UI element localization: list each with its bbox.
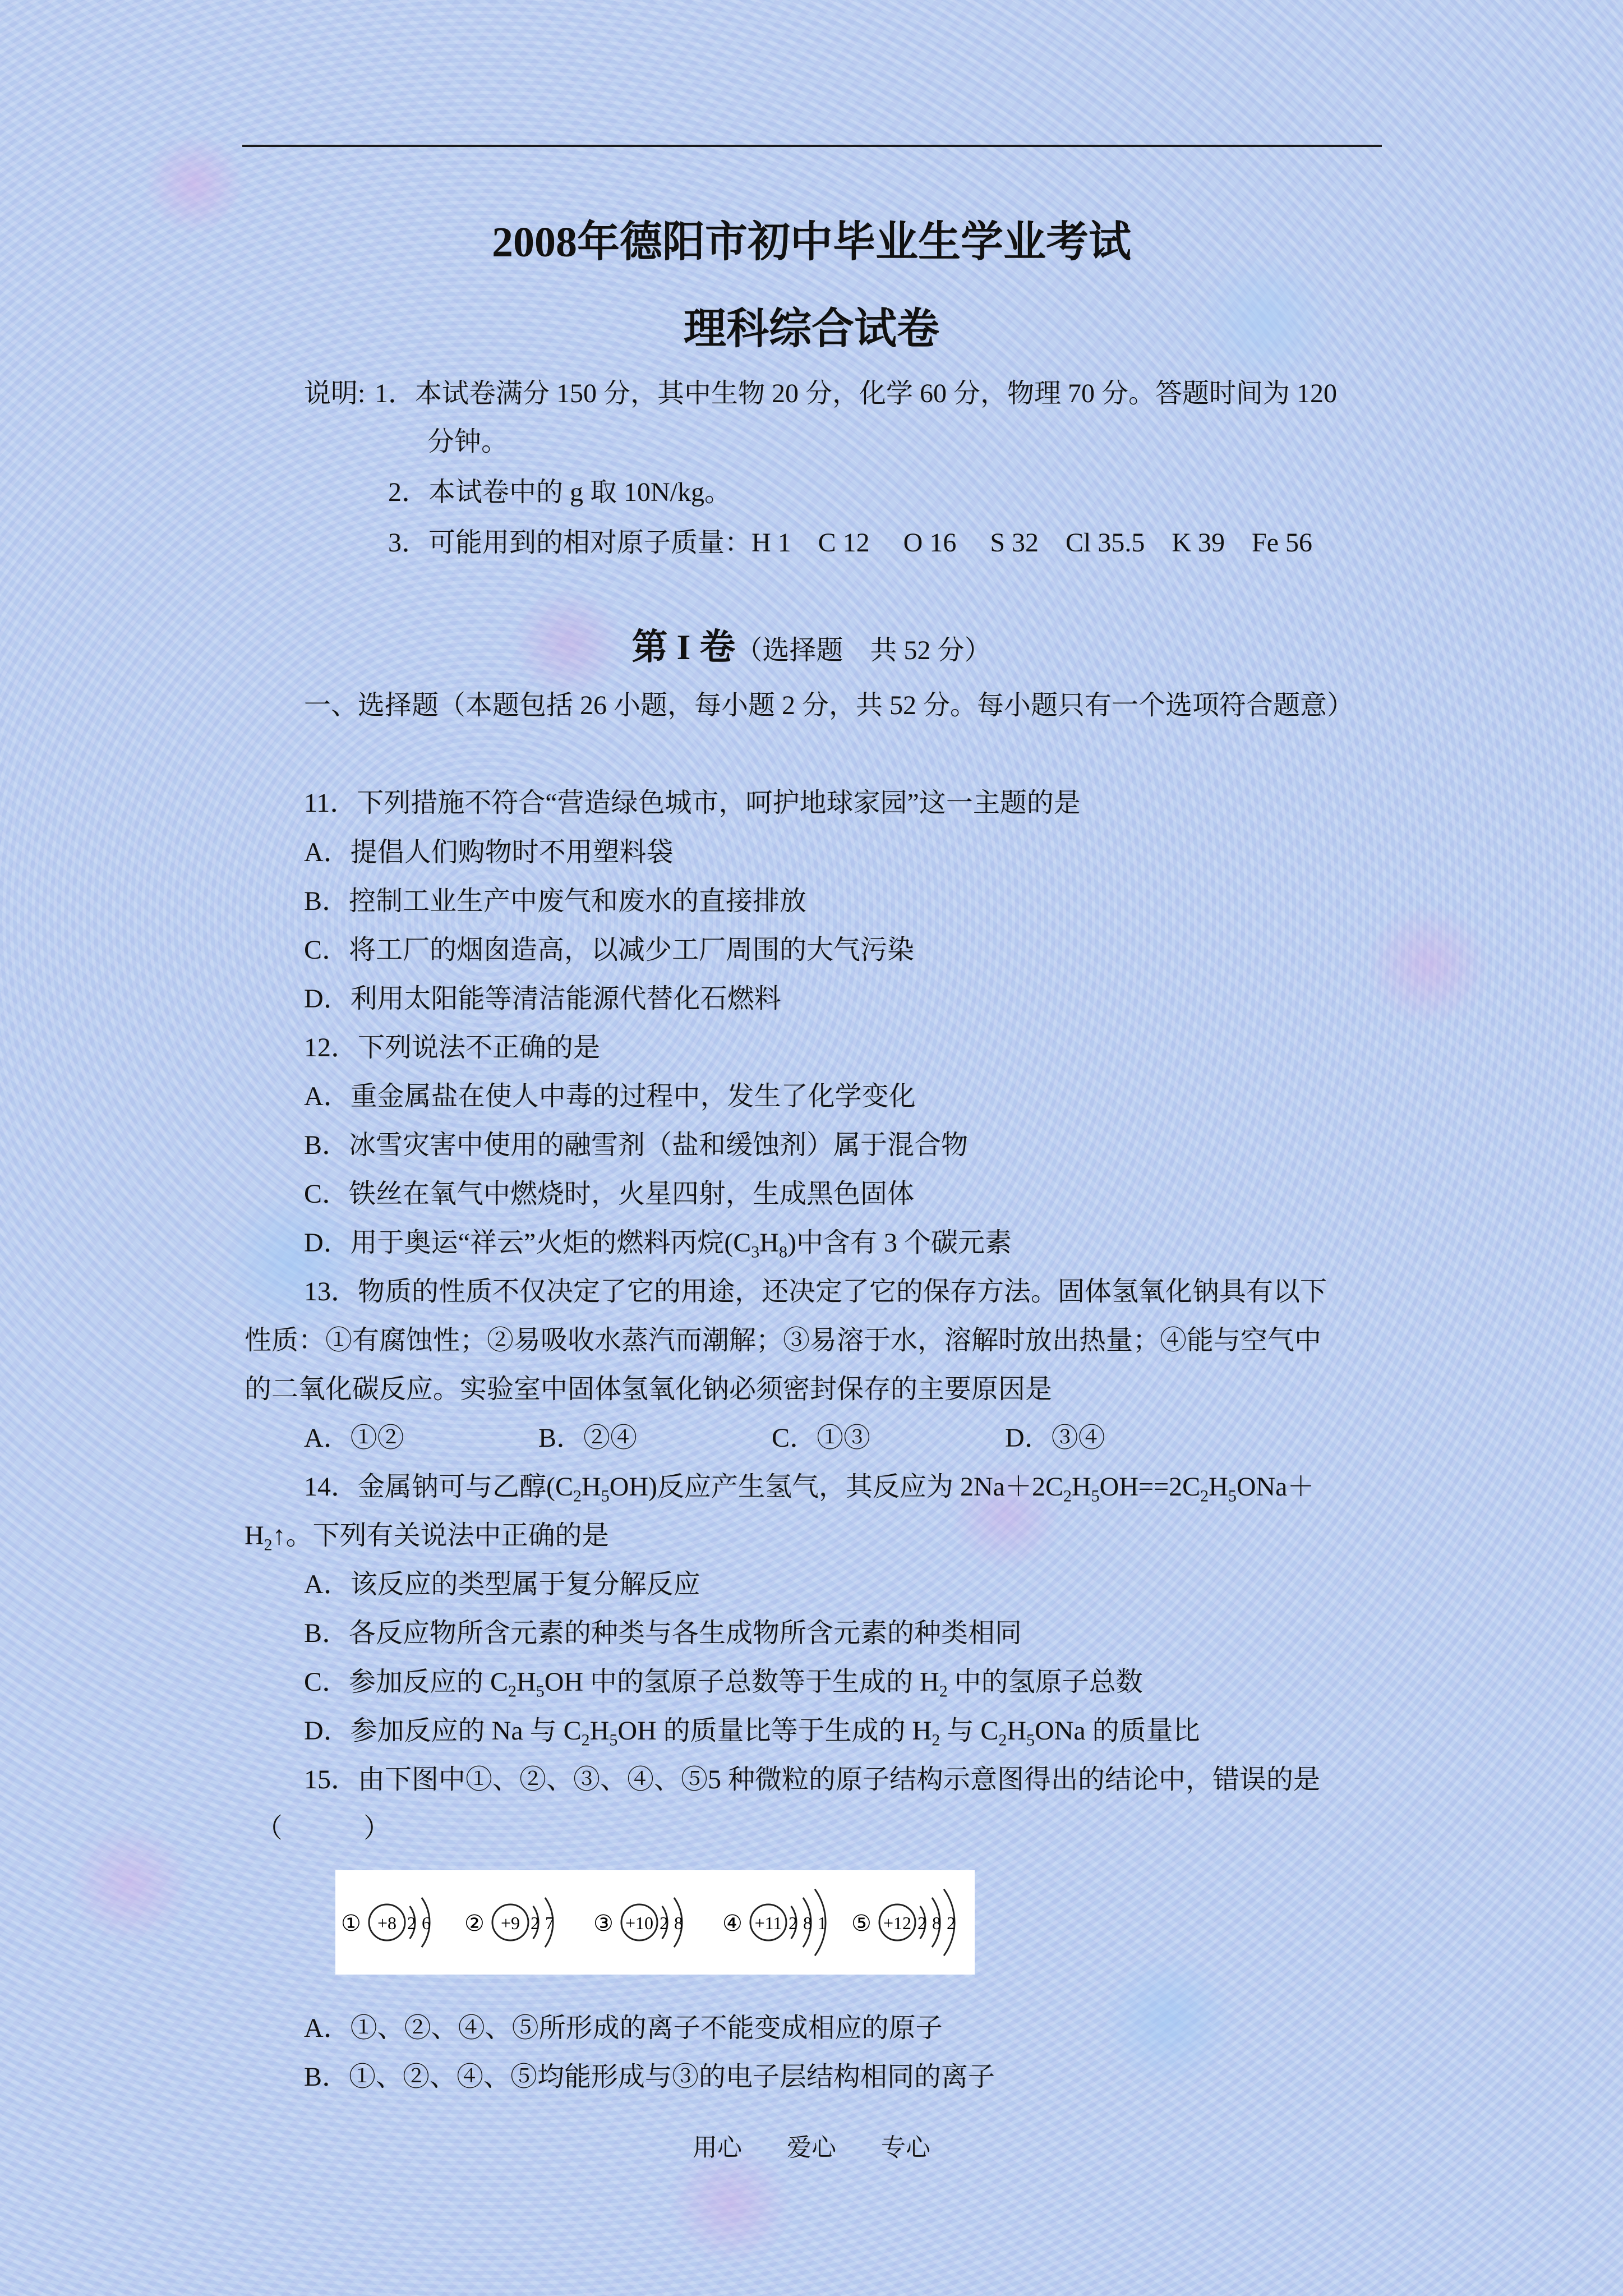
q13-option-b: B．②④ <box>538 1423 638 1453</box>
note-3: 3．可能用到的相对原子质量：H 1 C 12 O 16 S 32 Cl 35.5 K 39 Fe 56 <box>388 528 1313 558</box>
electron-count: 8 <box>932 1913 941 1933</box>
q15-option-b: B．①、②、④、⑤均能形成与③的电子层结构相同的离子 <box>304 2062 995 2092</box>
q12-option-a: A．重金属盐在使人中毒的过程中，发生了化学变化 <box>304 1082 916 1111</box>
q14-stem-line2: $H_2↑$。下列有关说法中正确的是 <box>245 1521 609 1554</box>
q12-option-b: B．冰雪灾害中使用的融雪剂（盐和缓蚀剂）属于混合物 <box>304 1130 969 1160</box>
atom-diagram-4 <box>722 1889 827 1956</box>
q14-option-a: A．该反应的类型属于复分解反应 <box>304 1570 700 1599</box>
footer-word-2: 爱心 <box>787 2134 836 2161</box>
q15-stem-line2: （ ） <box>256 1814 391 1843</box>
electron-count: 6 <box>422 1913 431 1933</box>
q13-stem-line1: 13．物质的性质不仅决定了它的用途，还决定了它的保存方法。固体氢氧化钠具有以下 <box>304 1277 1327 1306</box>
q13-option-a: A．①② <box>304 1423 404 1453</box>
q11-stem: 11．下列措施不符合“营造绿色城市，呵护地球家园”这一主题的是 <box>304 788 1081 818</box>
nucleus-charge: +11 <box>754 1913 782 1933</box>
note-2: 2．本试卷中的 g 取 10N/kg。 <box>388 477 732 507</box>
section-note: （选择题 共 52 分） <box>735 636 992 665</box>
electron-count: 7 <box>545 1913 554 1933</box>
q11-option-b: B．控制工业生产中废气和废水的直接排放 <box>304 886 807 916</box>
notes-label: 说明: <box>304 379 366 408</box>
q12-option-c: C．铁丝在氧气中燃烧时，火星四射，生成黑色固体 <box>304 1179 915 1209</box>
note-1: 1．本试卷满分 150 分，其中生物 20 分，化学 60 分，物理 70 分。答题时间为 120 <box>375 379 1338 408</box>
atom-diagram-2 <box>464 1898 554 1947</box>
atomic-structure-figure <box>335 1870 975 1975</box>
q12-option-d: D．用于奥运“祥云”火炬的燃料丙烷$(C_3H_8)$中含有 3 个碳元素 <box>304 1228 1012 1262</box>
note-1-cont: 分钟。 <box>427 427 509 457</box>
q13-stem-line3: 的二氧化碳反应。实验室中固体氢氧化钠必须密封保存的主要原因是 <box>245 1374 1053 1404</box>
nucleus-charge: +8 <box>377 1913 397 1933</box>
electron-count: 2 <box>531 1913 540 1933</box>
electron-count: 2 <box>660 1913 668 1933</box>
section-title: 第 I 卷 <box>631 627 736 667</box>
q15-option-a: A．①、②、④、⑤所形成的离子不能变成相应的原子 <box>304 2013 943 2043</box>
q15-stem-line1: 15．由下图中①、②、③、④、⑤5 种微粒的原子结构示意图得出的结论中，错误的是 <box>304 1765 1321 1795</box>
q14-option-d: D．参加反应的 Na 与 $C_2H_5OH$ 的质量比等于生成的 $H_2$ 与 $C_2H_5ONa$ 的质量比 <box>304 1716 1200 1750</box>
q13-stem-line2: 性质：①有腐蚀性；②易吸收水蒸汽而潮解；③易溶于水，溶解时放出热量；④能与空气中 <box>245 1326 1322 1355</box>
header-rule <box>242 145 1382 147</box>
electron-count: 2 <box>947 1913 956 1933</box>
nucleus-charge: +12 <box>883 1913 912 1933</box>
footer-word-1: 用心 <box>693 2134 742 2161</box>
q13-option-d: D．③④ <box>1005 1423 1105 1453</box>
nucleus-charge: +10 <box>625 1913 654 1933</box>
atom-label: ③ <box>593 1911 614 1936</box>
electron-count: 2 <box>917 1913 926 1933</box>
exam-title: 2008年德阳市初中毕业生学业考试 <box>492 219 1131 266</box>
atom-diagram-1 <box>341 1898 431 1947</box>
section-heading <box>0 618 1623 670</box>
nucleus-charge: +9 <box>500 1913 520 1933</box>
electron-count: 2 <box>407 1913 416 1933</box>
q11-option-a: A．提倡人们购物时不用塑料袋 <box>304 838 674 867</box>
q14-option-c: C．参加反应的 $C_2H_5OH$ 中的氢原子总数等于生成的 $H_2$ 中的氢原子总数 <box>304 1667 1143 1701</box>
electron-count: 8 <box>674 1913 683 1933</box>
q13-option-c: C．①③ <box>772 1423 871 1453</box>
electron-count: 1 <box>818 1913 827 1933</box>
q11-option-d: D．利用太阳能等清洁能源代替化石燃料 <box>304 984 781 1014</box>
section-instruction: 一、选择题（本题包括 26 小题，每小题 2 分，共 52 分。每小题只有一个选项符合题意） <box>304 691 1354 720</box>
q11-option-c: C．将工厂的烟囱造高，以减少工厂周围的大气污染 <box>304 935 915 965</box>
atom-diagram-5 <box>851 1889 956 1956</box>
q14-stem-line1: 14．金属钠可与乙醇$(C_2H_5OH)$反应产生氢气，其反应为 $2Na+2C_2H_5OH==2C_2H_5ONa+$ <box>304 1472 1315 1506</box>
atom-label: ① <box>341 1911 361 1936</box>
exam-subtitle: 理科综合试卷 <box>684 306 939 353</box>
atomic-structure-diagram <box>335 1870 975 1975</box>
atom-label: ⑤ <box>851 1911 872 1936</box>
footer-word-3: 专心 <box>881 2134 930 2161</box>
q12-stem: 12．下列说法不正确的是 <box>304 1033 601 1062</box>
atom-diagram-3 <box>593 1898 683 1947</box>
atom-label: ② <box>464 1911 485 1936</box>
page-footer <box>0 2127 1623 2163</box>
electron-count: 2 <box>789 1913 797 1933</box>
electron-count: 8 <box>803 1913 812 1933</box>
q14-option-b: B．各反应物所含元素的种类与各生成物所含元素的种类相同 <box>304 1618 1022 1648</box>
atom-label: ④ <box>722 1911 743 1936</box>
